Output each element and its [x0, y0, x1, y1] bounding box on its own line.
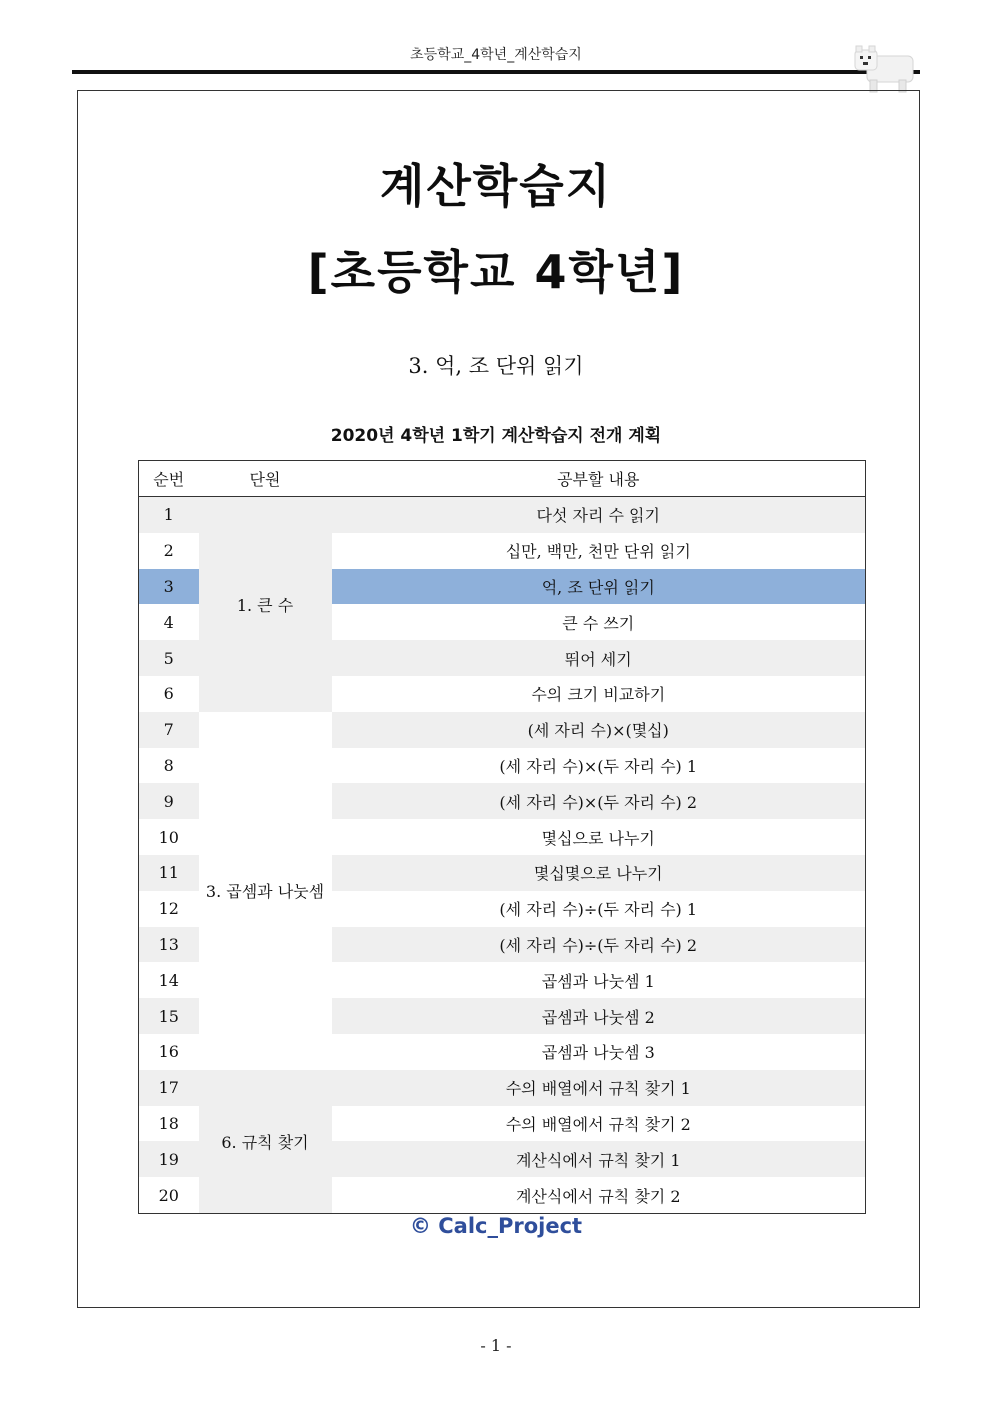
table-row	[139, 712, 866, 748]
header-unit: 단원	[199, 461, 332, 497]
document-subtitle: [초등학교 4학년]	[307, 245, 685, 299]
unit-cell: 6. 규칙 찾기	[199, 1070, 332, 1214]
plan-title: 2020년 4학년 1학기 계산학습지 전개 계획	[330, 426, 662, 446]
row-content: 큰 수 쓰기	[562, 613, 635, 633]
row-content: 수의 크기 비교하기	[531, 685, 666, 705]
row-content: 다섯 자리 수 읽기	[332, 497, 866, 533]
row-number: 13	[139, 927, 199, 963]
polar-bear-icon	[853, 44, 915, 96]
row-number: 17	[139, 1070, 199, 1106]
row-number: 6	[163, 684, 174, 704]
row-content: (세 자리 수)×(두 자리 수) 1	[499, 756, 698, 776]
row-content: (세 자리 수)÷(두 자리 수) 1	[499, 900, 698, 920]
table-header-row	[139, 461, 866, 497]
row-number: 5	[139, 640, 199, 676]
document-title: 계산학습지	[379, 159, 613, 213]
unit-cell: 1. 큰 수	[199, 497, 332, 712]
row-number: 2	[163, 541, 174, 561]
row-number: 3	[139, 569, 199, 605]
row-content: 계산식에서 규칙 찾기 1	[332, 1141, 866, 1177]
row-number: 8	[163, 755, 174, 775]
row-content: 십만, 백만, 천만 단위 읽기	[505, 542, 691, 562]
header-title: 초등학교_4학년_계산학습지	[410, 47, 582, 63]
row-content: 계산식에서 규칙 찾기 2	[515, 1186, 681, 1206]
row-content: 몇십몇으로 나누기	[332, 855, 866, 891]
row-number: 11	[139, 855, 199, 891]
row-number: 18	[158, 1113, 179, 1133]
row-content: 곱셈과 나눗셈 1	[541, 971, 655, 991]
row-number: 1	[139, 497, 199, 533]
row-number: 9	[139, 783, 199, 819]
table-row	[139, 497, 866, 533]
row-content: 뛰어 세기	[332, 640, 866, 676]
row-content: 몇십으로 나누기	[541, 828, 655, 848]
page-number: - 1 -	[480, 1336, 512, 1355]
row-content: (세 자리 수)×(몇십)	[332, 712, 866, 748]
header-rule	[72, 70, 920, 74]
row-number: 15	[139, 998, 199, 1034]
unit-cell: 3. 곱셈과 나눗셈	[199, 712, 332, 1070]
header-number: 순번	[139, 461, 199, 497]
row-content: 곱셈과 나눗셈 2	[332, 998, 866, 1034]
row-content: (세 자리 수)×(두 자리 수) 2	[332, 783, 866, 819]
copyright-text: © Calc_Project	[409, 1214, 583, 1238]
row-number: 10	[158, 827, 179, 847]
row-number: 16	[158, 1042, 179, 1062]
row-number: 19	[139, 1141, 199, 1177]
plan-table	[138, 460, 866, 1214]
row-content: 곱셈과 나눗셈 3	[541, 1043, 655, 1063]
row-content: 억, 조 단위 읽기	[332, 569, 866, 605]
row-number: 7	[139, 712, 199, 748]
row-number: 12	[158, 899, 179, 919]
row-number: 14	[158, 970, 179, 990]
row-content: 수의 배열에서 규칙 찾기 1	[332, 1070, 866, 1106]
row-content: (세 자리 수)÷(두 자리 수) 2	[332, 927, 866, 963]
row-number: 20	[158, 1185, 179, 1205]
header-content: 공부할 내용	[332, 461, 866, 497]
table-row	[139, 1070, 866, 1106]
row-number: 4	[163, 612, 174, 632]
lesson-title: 3. 억, 조 단위 읽기	[408, 354, 584, 378]
row-content: 수의 배열에서 규칙 찾기 2	[505, 1114, 691, 1134]
